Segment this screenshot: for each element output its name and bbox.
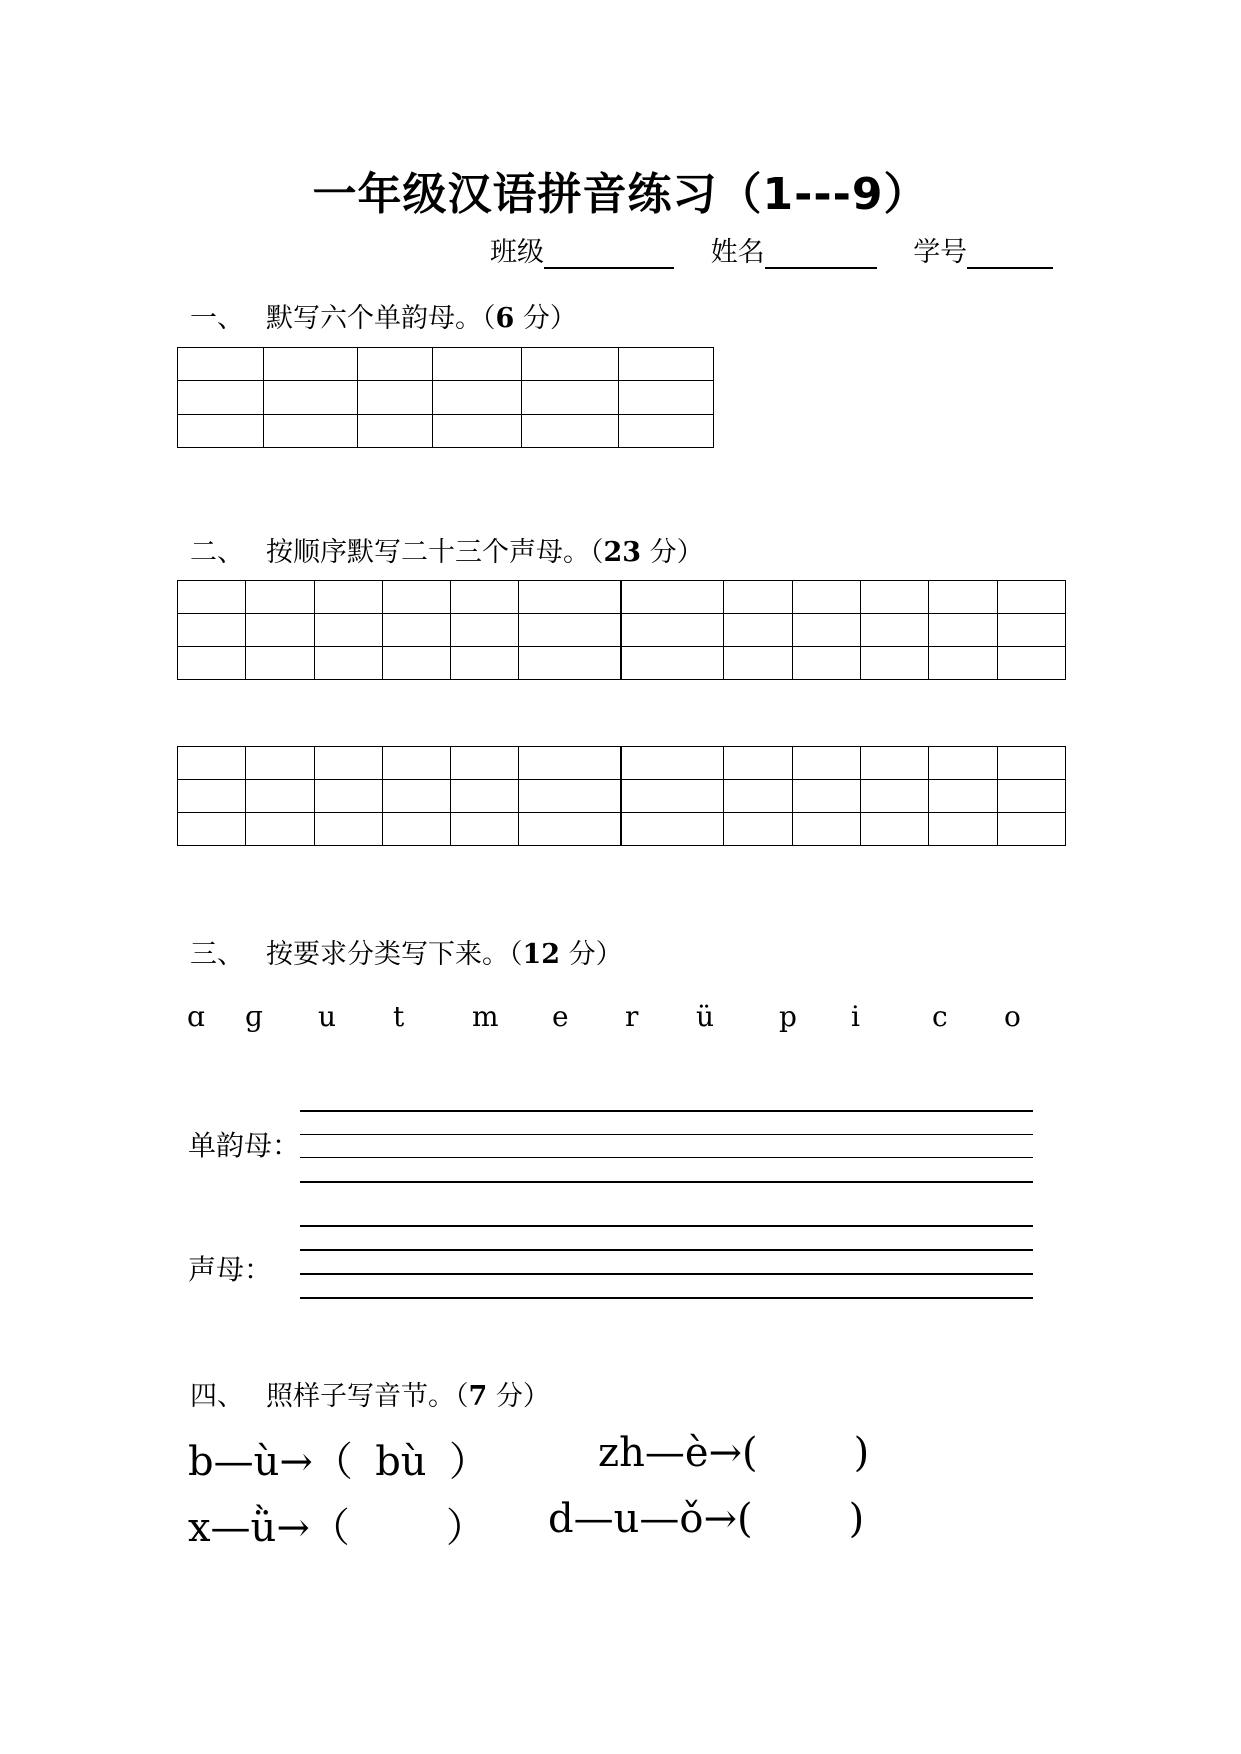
letter-item: ɑ [187, 1000, 205, 1033]
arrow-icon: → [703, 1496, 737, 1542]
syllable-parts: zh—è [598, 1430, 709, 1476]
grid-row [178, 647, 1066, 680]
letter-item: o [1004, 1000, 1021, 1033]
letter-item: c [932, 1000, 948, 1033]
consonants-answer-line[interactable] [300, 1273, 1033, 1275]
letter-item: i [851, 1000, 860, 1033]
letter-item: m [472, 1000, 499, 1033]
example-4: d—u—ǒ→( ) [548, 1496, 865, 1542]
section-4-heading: 四、 照样子写音节。（7 分） [190, 1381, 550, 1412]
number-label: 学号 [913, 237, 968, 268]
letter-item: ɡ [245, 1000, 263, 1033]
consonants-label: 声母： [188, 1253, 273, 1286]
section-2-score: 23 [603, 537, 642, 568]
letter-item: p [779, 1000, 797, 1033]
class-label: 班级 [490, 237, 544, 268]
arrow-icon: → [708, 1430, 743, 1476]
grid-row [178, 747, 1066, 780]
syllable-parts: b—ù [188, 1439, 280, 1485]
section-3-text: 按要求分类写下来。（ [266, 939, 523, 970]
vowels-label: 单韵母： [188, 1129, 301, 1162]
letter-item: t [393, 1000, 405, 1033]
grid-row [178, 414, 714, 447]
grid-row [178, 614, 1066, 647]
consonant-grid-2[interactable] [177, 746, 1066, 846]
grid-row [178, 581, 1066, 614]
section-1-score: 6 [495, 303, 515, 334]
section-2-heading: 二、 按顺序默写二十三个声母。（23 分） [190, 537, 704, 568]
arrow-icon: → [276, 1505, 310, 1551]
answer-slot: bù [375, 1439, 427, 1485]
syllable-parts: x—ǜ [188, 1505, 277, 1551]
number-blank[interactable] [967, 237, 1053, 269]
arrow-icon: → [279, 1439, 313, 1485]
student-info [490, 230, 1053, 269]
example-3: x—ǜ→（ ） [188, 1505, 486, 1551]
grid-row [178, 780, 1066, 813]
syllable-parts: d—u—ǒ [548, 1496, 704, 1542]
vowels-answer-line[interactable] [300, 1157, 1033, 1158]
name-blank[interactable] [765, 237, 877, 269]
letter-item: u [318, 1000, 337, 1033]
section-3-heading: 三、 按要求分类写下来。（12 分） [190, 939, 623, 970]
class-blank[interactable] [544, 237, 674, 269]
vowel-writing-grid[interactable] [177, 347, 714, 448]
example-1: b—ù→（ bù ） [188, 1439, 489, 1485]
grid-row [178, 813, 1066, 846]
section-3-score: 12 [522, 939, 561, 970]
section-1-heading: 一、 默写六个单韵母。（6 分） [190, 303, 577, 334]
section-4-text: 照样子写音节。（ [266, 1381, 469, 1412]
vowels-answer-line[interactable] [300, 1134, 1033, 1135]
section-1-text: 默写六个单韵母。（ [266, 303, 496, 334]
consonants-answer-line[interactable] [300, 1249, 1033, 1251]
page-title: 一年级汉语拼音练习（1---9） [312, 169, 929, 220]
consonants-answer-line[interactable] [300, 1225, 1033, 1227]
letter-list [187, 1000, 1047, 1034]
vowels-answer-line[interactable] [300, 1181, 1033, 1183]
grid-row [178, 381, 714, 414]
vowels-answer-line[interactable] [300, 1110, 1033, 1112]
letter-item: e [552, 1000, 569, 1033]
grid-row [178, 348, 714, 381]
letter-item: ü [696, 1000, 715, 1033]
consonants-answer-line[interactable] [300, 1297, 1033, 1299]
name-label: 姓名 [710, 237, 765, 268]
letter-item: r [625, 1000, 639, 1033]
example-2: zh—è→( ) [598, 1430, 870, 1476]
section-4-score: 7 [468, 1381, 488, 1412]
section-2-text: 按顺序默写二十三个声母。（ [266, 537, 604, 568]
consonant-grid-1[interactable] [177, 580, 1066, 680]
